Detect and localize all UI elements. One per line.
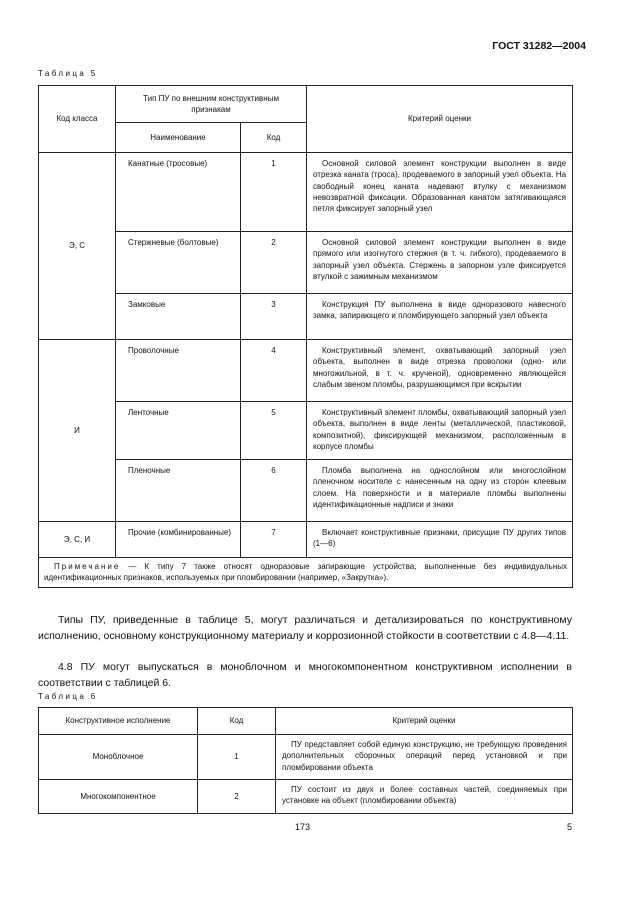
table-row [39,340,573,402]
type-criterion: Конструктивный элемент, охватывающий запорный узел объекта, выполнен в виде отрезка проволоки (одно- или многожильной, в т. ч. крученой), одновременно являющейся слабым звеном пломбы, разрушающимся при вскрытии [307,340,573,402]
table-6 [38,707,573,814]
type-name: Прочие (комбинированные) [116,522,241,558]
type-code: 3 [241,294,307,340]
header-criterion: Критерий оценки [307,86,573,153]
type-criterion: Конструкция ПУ выполнена в виде одноразового навесного замка, запирающего и пломбирующего запорный узел объекта [307,294,573,340]
class-code-cell: Э, С, И [39,522,116,558]
type-criterion: Основной силовой элемент конструкции выполнен в виде прямого или изогнутого стержня (в т. ч. гибкого), продеваемого в запорный узел объекта. Стержень в запорном узле фиксируется втулкой с зажимным механизмом [307,232,573,294]
table-row [39,460,573,522]
paragraph-types: Типы ПУ, приведенные в таблице 5, могут различаться и детализироваться по конструктивному исполнению, основному конструкционному материалу и коррозионной стойкости в соответствии с 4.8—4.11. [38,614,572,642]
table-5 [38,85,573,588]
type-name: Пленочные [116,460,241,522]
type-name: Замковые [116,294,241,340]
note-label: Примечание [54,562,121,571]
execution-criterion: ПУ представляет собой единую конструкцию, не требующую проведения дополнительных сборочных операций перед установкой и при пломбировании объекта [276,735,573,780]
table-row [39,402,573,460]
table-row [39,294,573,340]
type-code: 4 [241,340,307,402]
type-code: 5 [241,402,307,460]
page-number-center: 173 [295,822,311,832]
type-criterion: Конструктивный элемент пломбы, охватывающий запорный узел объекта, выполнен в виде ленты (металлической, пластиковой, композитной), фиксирующей механизмом, расположенным в корпусе пломбы [307,402,573,460]
table-row [39,780,573,814]
execution-name: Моноблочное [39,735,198,780]
table-row [39,735,573,780]
type-name: Стержневые (болтовые) [116,232,241,294]
class-code-cell: Э, С [39,153,116,340]
type-code: 1 [241,153,307,232]
type-criterion: Основной силовой элемент конструкции выполнен в виде отрезка каната (троса), продеваемого в запорный узел объекта. На свободный конец каната надевают втулку с механизмом невозвратной фиксации. Образованная канатом затягивающаяся петля фиксирует запорный узел [307,153,573,232]
table-row [39,153,573,232]
paragraph-4-8: 4.8 ПУ могут выпускаться в моноблочном и многокомпонентном конструктивном исполнении в соответствии с таблицей 6. [38,661,572,689]
document-number: ГОСТ 31282—2004 [492,40,586,52]
type-code: 2 [241,232,307,294]
type-name: Проволочные [116,340,241,402]
type-name: Ленточные [116,402,241,460]
execution-criterion: ПУ состоит из двух и более составных частей, соединяемых при установке на объект (пломбировании объекта) [276,780,573,814]
execution-code: 2 [198,780,276,814]
execution-code: 1 [198,735,276,780]
type-name: Канатные (тросовые) [116,153,241,232]
header-class-code: Код класса [39,86,116,153]
note-text: — К типу 7 также относят одноразовые запирающие устройства, выполненные без индивидуальных идентификационных признаков, используемых при пломбировании (например, «Закрутка»). [44,562,568,583]
header-code: Код [198,708,276,735]
table-row [39,522,573,558]
table-6-caption: Таблица 6 [38,692,98,701]
header-criterion: Критерий оценки [276,708,573,735]
table-row [39,232,573,294]
header-name: Наименование [116,123,241,153]
header-execution: Конструктивное исполнение [39,708,198,735]
page-number-right: 5 [566,822,572,832]
table-5-caption: Таблица 5 [38,69,98,78]
type-code: 7 [241,522,307,558]
type-code: 6 [241,460,307,522]
class-code-cell: И [39,340,116,522]
header-type-group: Тип ПУ по внешним конструктивным признакам [116,86,307,123]
type-criterion: Пломба выполнена на однослойном или многослойном пленочном носителе с нанесенным на одну из сторон клеевым слоем. На поверхности и в материале пломбы выполнены идентификационные надписи и знаки [307,460,573,522]
execution-name: Многокомпонентное [39,780,198,814]
table-note [39,558,573,588]
header-code: Код [241,123,307,153]
type-criterion: Включает конструктивные признаки, присущие ПУ других типов (1—6) [307,522,573,558]
